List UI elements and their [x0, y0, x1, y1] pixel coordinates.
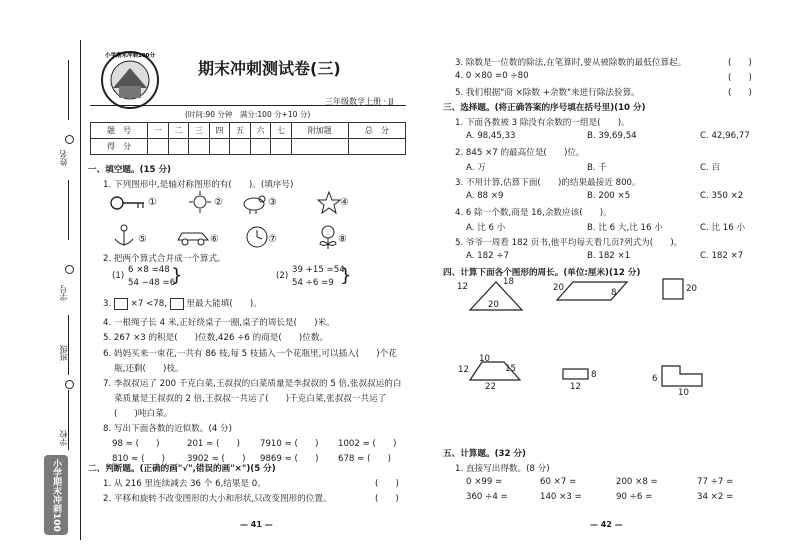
s1-q7-line2: 菜质量是王叔叔的 2 倍,王叔叔一共运了( )千克白菜,张叔叔一共运了: [114, 394, 387, 404]
approx-item: 1002 ≈ ( ): [338, 439, 397, 449]
square-figure: [662, 278, 686, 302]
header-rule: [90, 105, 406, 106]
score-cell[interactable]: [348, 139, 405, 155]
s1-q3: [103, 297, 262, 310]
s1-q3-mid: ×7 <78,: [130, 299, 167, 309]
section4-heading: 四、计算下面各个图形的周长。(单位:厘米)(12 分): [443, 268, 641, 278]
brand-badge: 小学期末冲刺100分: [44, 455, 68, 535]
score-cell[interactable]: [189, 139, 210, 155]
calc-item[interactable]: 360 ÷4 =: [466, 492, 508, 502]
s2-q5: 5. 我们根据"商 ×除数 +余数"来进行除法验算。: [455, 88, 640, 98]
calc-item[interactable]: 60 ×7 =: [540, 477, 577, 487]
name-label: 姓名: [59, 150, 68, 166]
rectangle-side-label: 12: [570, 382, 581, 392]
bird-icon: [240, 192, 268, 214]
score-header-cell: 一: [148, 123, 169, 139]
trapezoid-figure: [468, 360, 528, 384]
s1-q6-line1: 6. 妈妈买来一束花,一共有 86 枝,每 5 枝插入一个花瓶里,可以插入( )个花: [103, 349, 397, 359]
rectangle-side-label: 8: [591, 370, 597, 380]
approx-item: 7910 ≈ ( ): [260, 439, 319, 449]
score-header-cell: 五: [230, 123, 251, 139]
square-side-label: 20: [686, 284, 697, 294]
logo-ring-text: 小学期末冲刺100分: [105, 53, 155, 59]
shape-label: ③: [268, 197, 277, 208]
s2-q2: 2. 平移和旋转不改变图形的大小和形状,只改变图形的位置。: [103, 494, 332, 504]
shape-label: ⑧: [338, 234, 347, 245]
score-header-cell: 七: [271, 123, 292, 139]
approx-item: 201 ≈ ( ): [187, 439, 240, 449]
parallelogram-figure: [555, 280, 635, 310]
clock-icon: [245, 224, 269, 250]
s1-q2: 2. 把两个算式合并成一个算式。: [103, 254, 226, 264]
s1-q8: 8. 写出下面各数的近似数。(4 分): [103, 424, 232, 434]
calc-item[interactable]: 140 ×3 =: [540, 492, 582, 502]
s1-q2b-line2: 54 ÷6 =9: [292, 278, 334, 288]
option[interactable]: A. 98,45,33: [466, 131, 516, 141]
score-header-cell: 总 分: [348, 123, 405, 139]
answer-paren[interactable]: ( ): [728, 58, 752, 68]
s1-q1: 1. 下列图形中,是轴对称图形的有( )。(填序号): [103, 180, 294, 190]
option[interactable]: B. 200 ×5: [587, 191, 631, 201]
option[interactable]: C. 350 ×2: [700, 191, 744, 201]
section1-heading: 一、填空题。(15 分): [88, 165, 171, 175]
score-cell[interactable]: [250, 139, 271, 155]
trapezoid-base-label: 22: [485, 382, 496, 392]
option[interactable]: A. 182 ÷7: [466, 251, 509, 261]
triangle-side-label: 18: [503, 277, 514, 287]
s1-q2a-line1: 6 ×8 =48: [128, 265, 170, 275]
s1-q5: 5. 267 ×3 的积是( )位数,426 ÷6 的商是( )位数。: [103, 333, 329, 343]
calc-item[interactable]: 200 ×8 =: [616, 477, 658, 487]
l-shape-base-label: 10: [678, 388, 689, 398]
score-cell[interactable]: [209, 139, 230, 155]
s1-q3-post: 里最大能填( )。: [186, 299, 262, 309]
section5-heading: 五、计算题。(32 分): [443, 449, 526, 459]
score-cell[interactable]: [230, 139, 251, 155]
option[interactable]: B. 182 ×1: [587, 251, 631, 261]
answer-paren[interactable]: ( ): [728, 73, 752, 83]
score-cell[interactable]: [148, 139, 169, 155]
option[interactable]: B. 比 6 大,比 16 小: [587, 223, 663, 233]
s2-q1: 1. 从 216 里连续减去 36 个 6,结果是 0。: [103, 479, 266, 489]
flower-icon: [316, 224, 340, 250]
score-header-cell: 二: [168, 123, 189, 139]
score-header-cell: 题 号: [91, 123, 148, 139]
option[interactable]: C. 182 ×7: [700, 251, 744, 261]
blank-box[interactable]: [170, 298, 184, 310]
s3-q1: 1. 下面各数被 3 除没有余数的一组是( )。: [455, 118, 630, 128]
sun-icon: [188, 190, 212, 214]
s2-q4: 4. 0 ×80 =0 ÷80: [455, 71, 529, 81]
section3-heading: 三、选择题。(将正确答案的序号填在括号里)(10 分): [443, 103, 646, 113]
anchor-icon: [112, 224, 136, 248]
car-icon: [176, 228, 210, 246]
trapezoid-side-label: 12: [458, 365, 469, 375]
answer-paren[interactable]: ( ): [375, 479, 399, 489]
calc-item[interactable]: 90 ÷6 =: [616, 492, 653, 502]
parallelogram-side-label: 20: [553, 283, 564, 293]
approx-item: 98 ≈ ( ): [112, 439, 160, 449]
s1-q3-pre: 3.: [103, 299, 112, 309]
s1-q2b-line1: 39 +15 =54: [292, 265, 345, 275]
section2-heading: 二、判断题。(正确的画"√",错误的画"×")(5 分): [88, 464, 276, 474]
strip-dot: [65, 380, 74, 389]
school-label: 学校: [59, 430, 68, 446]
score-header-cell: 附加题: [291, 123, 348, 139]
s1-q2a-num: (1): [112, 271, 125, 281]
answer-paren[interactable]: ( ): [375, 494, 399, 504]
subject-label: 三年级数学上册 · JJ: [325, 97, 394, 106]
option[interactable]: A. 比 6 小: [466, 223, 506, 233]
score-header-cell: 三: [189, 123, 210, 139]
page-number-right: — 42 —: [590, 520, 623, 529]
parallelogram-side-label: 8: [611, 288, 617, 298]
option[interactable]: B. 千: [587, 163, 607, 173]
id-label: 学号: [59, 285, 68, 301]
key-icon: [110, 193, 150, 213]
trapezoid-side-label: 15: [505, 364, 516, 374]
approx-item: 678 ≈ ( ): [338, 454, 391, 464]
page-title: 期末冲刺测试卷(三): [198, 59, 341, 78]
l-shape-figure: [660, 362, 710, 390]
score-header-cell: 六: [250, 123, 271, 139]
strip-line: [68, 180, 69, 240]
option[interactable]: C. 42,96,77: [700, 131, 750, 141]
s3-q5: 5. 爷爷一周看 182 页书,他平均每天看几页?列式为( )。: [455, 238, 683, 248]
score-cell[interactable]: [271, 139, 292, 155]
option[interactable]: B. 39,69,54: [587, 131, 637, 141]
s1-q4: 4. 一根绳子长 4 米,正好绕桌子一圈,桌子的周长是( )米。: [103, 318, 335, 328]
star-icon: [317, 191, 341, 215]
shape-label: ⑤: [138, 234, 147, 245]
answer-paren[interactable]: ( ): [728, 88, 752, 98]
score-row-label: 得 分: [91, 139, 148, 155]
score-table: [90, 122, 406, 155]
s1-q7-line3: ( )吨白菜。: [114, 409, 173, 419]
l-shape-side-label: 6: [652, 374, 658, 384]
page-number-left: — 41 —: [240, 520, 273, 529]
calc-item[interactable]: 34 ×2 =: [697, 492, 734, 502]
option[interactable]: A. 万: [466, 163, 486, 173]
strip-dot: [65, 135, 74, 144]
strip-dot: [65, 265, 74, 274]
option[interactable]: C. 百: [700, 163, 721, 173]
shape-label: ④: [340, 197, 349, 208]
s5-q1: 1. 直接写出得数。(8 分): [455, 464, 550, 474]
rectangle-figure: [562, 368, 592, 382]
time-info: (时间:90 分钟 满分:100 分+10 分): [185, 110, 311, 119]
s3-q3: 3. 不用计算,估算下面( )的结果最接近 800。: [455, 178, 641, 188]
approx-item: 3902 ≈ ( ): [187, 454, 246, 464]
s1-q6-line2: 瓶,还剩( )枝。: [114, 364, 184, 374]
score-cell[interactable]: [291, 139, 348, 155]
shape-label: ②: [214, 197, 223, 208]
approx-item: 9869 ≈ ( ): [260, 454, 319, 464]
trapezoid-top-label: 10: [479, 354, 490, 364]
s3-q4: 4. 6 除一个数,商是 16,余数应该( )。: [455, 208, 612, 218]
option[interactable]: C. 比 16 小: [700, 223, 746, 233]
score-table-score-row: [91, 139, 406, 155]
score-table-header-row: [91, 123, 406, 139]
class-label: 班级: [59, 345, 68, 361]
score-header-cell: 四: [209, 123, 230, 139]
strip-line: [68, 60, 69, 120]
s2-q3: 3. 除数是一位数的除法,在笔算时,要从被除数的最低位算起。: [455, 58, 687, 68]
s1-q7-line1: 7. 李叔叔运了 200 千克白菜,王叔叔的白菜质量是李叔叔的 5 倍,张叔叔运的白: [103, 379, 402, 389]
score-cell[interactable]: [168, 139, 189, 155]
shape-label: ⑥: [210, 234, 219, 245]
calc-item[interactable]: 0 ×99 =: [466, 477, 503, 487]
bracket: }: [340, 265, 352, 286]
s1-q2a-line2: 54 −48 =6: [128, 278, 176, 288]
shape-label: ⑦: [268, 234, 277, 245]
option[interactable]: A. 88 ×9: [466, 191, 504, 201]
s1-q2b-num: (2): [276, 271, 289, 281]
s3-q2: 2. 845 ×7 的最高位是( )位。: [455, 148, 585, 158]
bracket: }: [171, 265, 183, 286]
shape-label: ①: [148, 197, 157, 208]
blank-box[interactable]: [114, 298, 128, 310]
triangle-base-label: 20: [488, 300, 499, 310]
approx-item: 810 ≈ ( ): [112, 454, 165, 464]
triangle-side-label: 12: [457, 282, 468, 292]
calc-item[interactable]: 77 ÷7 =: [697, 477, 734, 487]
brand-logo-icon: [95, 50, 165, 110]
